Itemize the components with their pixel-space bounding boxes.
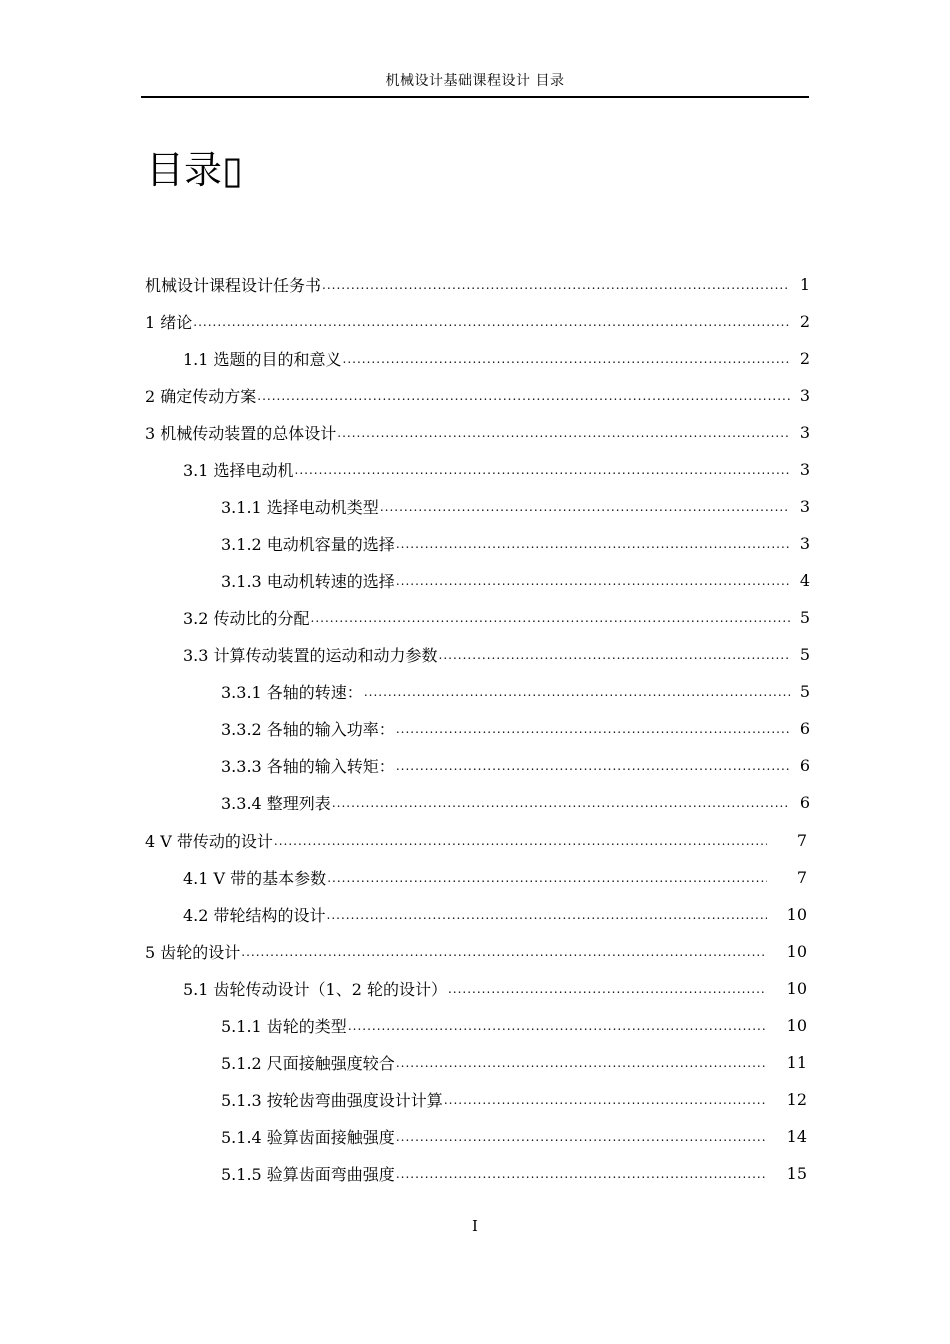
dot-leader	[439, 648, 790, 662]
dot-leader	[327, 871, 767, 885]
toc-entry[interactable]	[145, 933, 807, 969]
toc-entry-title: 3.3.3 各轴的输入转矩：	[221, 756, 395, 776]
toc-entry[interactable]	[221, 1007, 807, 1043]
toc-entry-title: 5.1.5 验算齿面弯曲强度	[221, 1164, 395, 1184]
dot-leader	[444, 1093, 767, 1107]
toc-entry-title: 4.2 带轮结构的设计	[183, 905, 326, 925]
toc-entry-title: 5.1.2 尺面接触强度较合	[221, 1053, 395, 1073]
toc-entry[interactable]	[221, 525, 810, 561]
toc-entry-title: 2 确定传动方案	[145, 386, 257, 406]
toc-entry-page: 14	[786, 1126, 807, 1146]
toc-entry-title: 1 绪论	[145, 312, 193, 332]
toc-entry-page: 6	[799, 792, 810, 812]
toc-entry-page: 6	[799, 755, 810, 775]
toc-entry[interactable]	[221, 784, 810, 820]
toc-entry-title: 3.3.2 各轴的输入功率：	[221, 719, 395, 739]
page-title: 目录▯	[146, 148, 243, 192]
toc-entry-title: 3.1.2 电动机容量的选择	[221, 534, 395, 554]
dot-leader	[364, 685, 790, 699]
toc-entry-title: 3.2 传动比的分配	[183, 608, 310, 628]
toc-entry-page: 15	[786, 1163, 807, 1183]
dot-leader	[396, 1056, 767, 1070]
toc-entry-page: 3	[799, 533, 810, 553]
toc-entry-page: 3	[799, 422, 810, 442]
toc-entry-page: 5	[799, 681, 810, 701]
toc-entry-title: 3.3 计算传动装置的运动和动力参数	[183, 645, 438, 665]
toc-entry-title: 4.1 V 带的基本参数	[183, 868, 327, 888]
toc-entry[interactable]	[221, 562, 810, 598]
toc-entry-page: 10	[786, 978, 807, 998]
toc-entry[interactable]	[183, 340, 810, 376]
toc-entry-page: 6	[799, 718, 810, 738]
toc-entry-page: 10	[786, 1015, 807, 1035]
toc-entry-title: 3.3.4 整理列表	[221, 793, 331, 813]
toc-entry[interactable]	[183, 896, 807, 932]
dot-leader	[396, 537, 790, 551]
toc-entry[interactable]	[221, 1044, 807, 1080]
toc-entry-page: 2	[799, 311, 810, 331]
page-number: I	[472, 1217, 478, 1235]
toc-entry-page: 10	[786, 941, 807, 961]
toc-entry-title: 机械设计课程设计任务书	[145, 275, 322, 295]
toc-entry-title: 5.1.1 齿轮的类型	[221, 1016, 347, 1036]
dot-leader	[274, 834, 767, 848]
toc-entry[interactable]	[145, 822, 807, 858]
toc-entry-page: 12	[786, 1089, 807, 1109]
toc-entry[interactable]	[183, 970, 807, 1006]
toc-entry-title: 3.3.1 各轴的转速：	[221, 682, 363, 702]
toc-entry[interactable]	[221, 1118, 807, 1154]
dot-leader	[396, 759, 790, 773]
toc-entry-page: 7	[796, 867, 807, 887]
dot-leader	[311, 611, 790, 625]
dot-leader	[332, 796, 790, 810]
toc-entry[interactable]	[221, 673, 810, 709]
toc-entry-title: 4 V 带传动的设计	[145, 831, 273, 851]
dot-leader	[337, 426, 790, 440]
toc-entry-page: 1	[799, 274, 810, 294]
toc-entry-page: 10	[786, 904, 807, 924]
toc-entry-page: 5	[799, 644, 810, 664]
toc-entry[interactable]	[145, 377, 810, 413]
toc-entry[interactable]	[221, 1155, 807, 1191]
toc-entry-title: 3 机械传动装置的总体设计	[145, 423, 337, 443]
toc-entry-page: 11	[786, 1052, 807, 1072]
header-divider	[141, 96, 809, 98]
dot-leader	[241, 945, 767, 959]
running-header: 机械设计基础课程设计 目录	[385, 73, 565, 89]
toc-entry-page: 5	[799, 607, 810, 627]
toc-entry-page: 3	[799, 385, 810, 405]
toc-entry-title: 3.1 选择电动机	[183, 460, 294, 480]
dot-leader	[348, 1019, 767, 1033]
toc-entry-page: 3	[799, 496, 810, 516]
toc-entry[interactable]	[183, 636, 810, 672]
dot-leader	[396, 722, 790, 736]
dot-leader	[322, 278, 790, 292]
toc-entry[interactable]	[221, 1081, 807, 1117]
toc-entry[interactable]	[183, 451, 810, 487]
toc-entry[interactable]	[221, 710, 810, 746]
dot-leader	[193, 315, 790, 329]
dot-leader	[343, 352, 790, 366]
dot-leader	[448, 982, 767, 996]
toc-entry[interactable]	[183, 599, 810, 635]
dot-leader	[396, 574, 790, 588]
toc-entry[interactable]	[183, 859, 807, 895]
toc-entry-page: 7	[796, 830, 807, 850]
dot-leader	[396, 1167, 767, 1181]
toc-entry-page: 3	[799, 459, 810, 479]
toc-entry[interactable]	[221, 747, 810, 783]
toc-entry[interactable]	[145, 414, 810, 450]
dot-leader	[396, 1130, 767, 1144]
dot-leader	[257, 389, 790, 403]
dot-leader	[295, 463, 790, 477]
toc-entry-title: 5.1 齿轮传动设计（1、2 轮的设计）	[183, 979, 447, 999]
toc-entry-title: 3.1.3 电动机转速的选择	[221, 571, 395, 591]
toc-entry-title: 3.1.1 选择电动机类型	[221, 497, 379, 517]
toc-entry-page: 2	[799, 348, 810, 368]
toc-entry-title: 1.1 选题的目的和意义	[183, 349, 342, 369]
toc-entry[interactable]	[221, 488, 810, 524]
dot-leader	[327, 908, 767, 922]
toc-entry-page: 4	[799, 570, 810, 590]
toc-entry-title: 5.1.4 验算齿面接触强度	[221, 1127, 395, 1147]
toc-entry[interactable]	[145, 303, 810, 339]
dot-leader	[380, 500, 790, 514]
toc-entry[interactable]	[145, 266, 810, 302]
toc-entry-title: 5 齿轮的设计	[145, 942, 241, 962]
toc-entry-title: 5.1.3 按轮齿弯曲强度设计计算	[221, 1090, 443, 1110]
